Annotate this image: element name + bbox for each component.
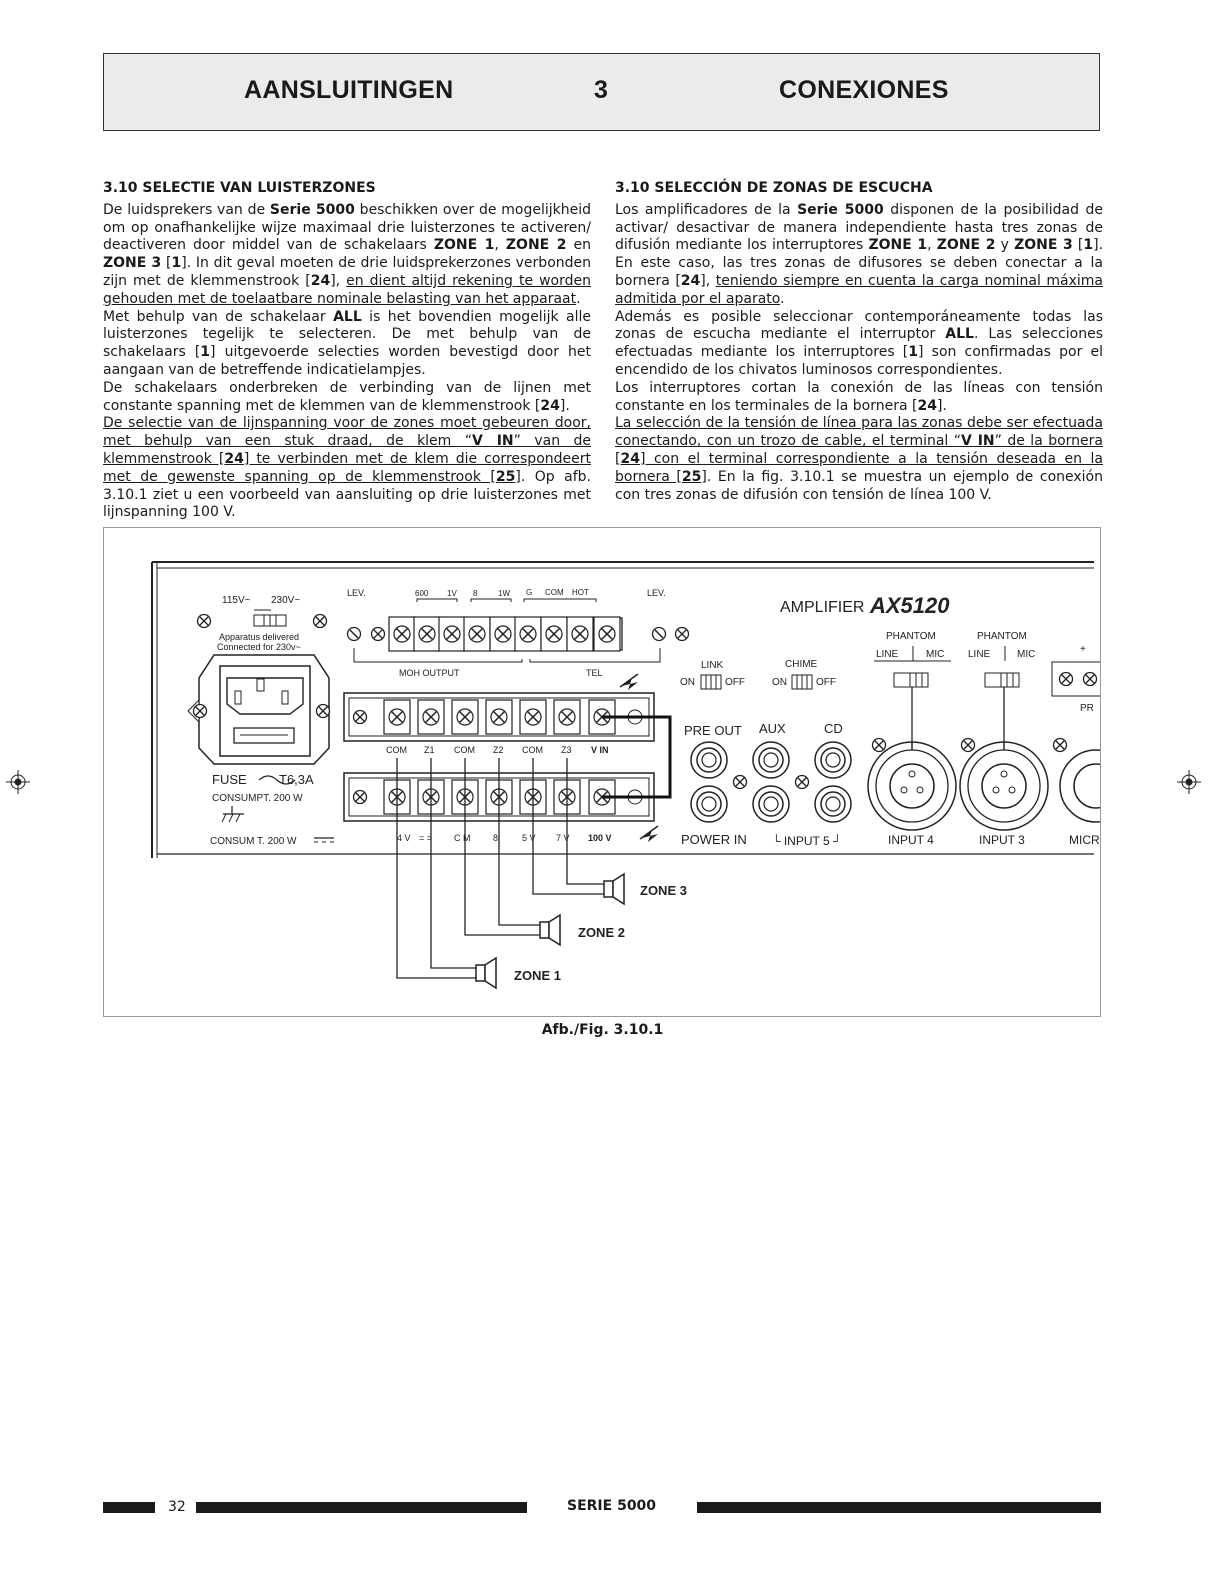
page-number: 32 [168, 1499, 186, 1515]
svg-text:T6,3A: T6,3A [279, 772, 314, 787]
svg-text:MICR: MICR [1069, 833, 1100, 847]
zone3-speaker [604, 874, 687, 904]
svg-text:COM: COM [522, 745, 543, 755]
spanish-column [615, 180, 1103, 504]
zone1-speaker [476, 958, 561, 988]
svg-text:CHIME: CHIME [785, 659, 818, 670]
svg-text:COM: COM [386, 745, 407, 755]
svg-text:INPUT 4: INPUT 4 [888, 833, 934, 847]
paragraph: Met behulp van de schakelaar ALL is het bovendien mogelijk alle luisterzones tegelijk te selecteren. De met behulp van de schakelaars [1] uitgevoerde selecties worden bevestigd door het aangaan van de betreffende indicatielampjes. [103, 308, 591, 378]
right-edge-connector [1052, 644, 1101, 714]
svg-text:POWER IN: POWER IN [681, 832, 747, 847]
phantom-switch-input3 [968, 631, 1035, 746]
svg-text:ZONE 3: ZONE 3 [640, 883, 687, 898]
svg-text:COM: COM [545, 588, 564, 597]
footer-bar [697, 1502, 1101, 1513]
svg-text:ZONE 2: ZONE 2 [578, 925, 625, 940]
amplifier-label [780, 593, 950, 618]
svg-text:C M: C M [454, 833, 471, 843]
svg-text:└ INPUT 5 ┘: └ INPUT 5 ┘ [772, 834, 842, 848]
moh-tel-terminals [347, 588, 689, 690]
svg-text:PR: PR [1080, 703, 1094, 714]
svg-text:AX5120: AX5120 [870, 593, 950, 618]
chapter-number: 3 [594, 76, 609, 104]
svg-text:LINK: LINK [701, 660, 724, 671]
registration-mark-right [1177, 770, 1201, 794]
rca-inputs [681, 721, 851, 848]
svg-text:PHANTOM: PHANTOM [886, 631, 936, 642]
svg-text:MIC: MIC [1017, 649, 1036, 660]
svg-text:5 V: 5 V [522, 833, 536, 843]
header-title-spanish: CONEXIONES [779, 76, 949, 104]
svg-text:V IN: V IN [591, 745, 609, 755]
svg-text:CD: CD [824, 721, 843, 736]
svg-text:1V: 1V [447, 589, 457, 598]
series-label: SERIE 5000 [567, 1498, 657, 1514]
svg-text:G: G [526, 588, 533, 597]
svg-text:115V~: 115V~ [222, 595, 251, 606]
svg-text:1W: 1W [498, 589, 510, 598]
svg-text:ON: ON [772, 677, 787, 688]
svg-text:OFF: OFF [816, 677, 836, 688]
zone-terminal-strip [344, 693, 654, 755]
zone2-speaker [540, 915, 625, 945]
svg-text:100 V: 100 V [588, 833, 612, 843]
svg-text:PRE OUT: PRE OUT [684, 723, 742, 738]
svg-text:Z1: Z1 [424, 745, 435, 755]
svg-text:HOT: HOT [572, 588, 589, 597]
section-header [103, 53, 1100, 131]
xlr-inputs [868, 739, 1101, 848]
svg-text:Connected for 230v~: Connected for 230v~ [217, 642, 301, 652]
svg-text:MIC: MIC [926, 649, 945, 660]
svg-text:8: 8 [473, 589, 478, 598]
svg-text:Z3: Z3 [561, 745, 572, 755]
figure-caption: Afb./Fig. 3.10.1 [541, 1022, 664, 1038]
svg-text:MOH OUTPUT: MOH OUTPUT [399, 668, 460, 678]
svg-text:7 V: 7 V [556, 833, 570, 843]
paragraph: De selectie van de lijnspanning voor de zones moet gebeuren door, met behulp van een stuk draad, de klem “V IN” van de klemmenstrook [24] te verbinden met de klem die correspondeert met de gewenste spanning op de klemmenstrook [25]. Op afb. 3.10.1 ziet u een voorbeeld van aansluiting op drie luisterzones met lijnspanning 100 V. [103, 415, 592, 521]
svg-text:ON: ON [680, 677, 695, 688]
paragraph: La selección de la tensión de línea para las zonas debe ser efectuada conectando, con un trozo de cable, el terminal “V IN” de la bornera [24] con el terminal correspondiente a la tensión deseada en la bornera [25]. En la fig. 3.10.1 se muestra un ejemplo de conexión con tres zonas de difusión con tensión de línea 100 V. [615, 415, 1103, 503]
svg-text:230V~: 230V~ [271, 595, 301, 606]
power-section [188, 595, 334, 847]
svg-text:Z2: Z2 [493, 745, 504, 755]
header-title-dutch: AANSLUITINGEN [244, 76, 454, 104]
paragraph: De schakelaars onderbreken de verbinding van de lijnen met constante spanning met de klemmen van de klemmenstrook [24]. [103, 379, 591, 414]
paragraph: Los amplificadores de la Serie 5000 disponen de la posibilidad de activar/ desactivar de manera independiente hasta tres zonas de difusión mediante los interruptores ZONE 1, ZONE 2 y ZONE 3 [1]. En este caso, las tres zonas de difusores se deben conectar a la bornera [24], teniendo siempre en cuenta la carga nominal máxima admitida por el aparato. [615, 201, 1104, 307]
section-heading-spanish: 3.10 SELECCIÓN DE ZONAS DE ESCUCHA [615, 180, 933, 196]
svg-text:ZONE 1: ZONE 1 [514, 968, 561, 983]
svg-text:COM: COM [454, 745, 475, 755]
wiring-diagram [103, 527, 1101, 1017]
svg-text:8: 8 [493, 833, 499, 843]
svg-text:TEL: TEL [586, 668, 603, 678]
svg-text:LEV.: LEV. [647, 588, 666, 598]
phantom-switch-input4 [874, 631, 951, 746]
svg-text:AUX: AUX [759, 721, 786, 736]
svg-text:+: + [1080, 644, 1086, 655]
svg-text:OFF: OFF [725, 677, 745, 688]
paragraph: Los interruptores cortan la conexión de las líneas con tensión constante en los terminales de la bornera [24]. [615, 379, 1103, 414]
svg-text:4 V: 4 V [397, 833, 411, 843]
dutch-column [103, 180, 591, 522]
svg-text:= =: = = [419, 833, 433, 843]
svg-text:600: 600 [415, 589, 429, 598]
svg-text:LEV.: LEV. [347, 588, 366, 598]
svg-text:Apparatus delivered: Apparatus delivered [219, 632, 300, 642]
section-heading-dutch: 3.10 SELECTIE VAN LUISTERZONES [103, 180, 376, 196]
paragraph: De luidsprekers van de Serie 5000 beschikken over de mogelijkheid om op onafhankelijke wijze maximaal drie luisterzones te activeren/ deactiveren door middel van de schakelaars ZONE 1, ZONE 2 en ZONE 3 [1]. In dit geval moeten de drie luidsprekerzones verbonden zijn met de klemmenstrook [24], en dient altijd rekening te worden gehouden met de toelaatbare nominale belasting van het apparaat. [103, 201, 592, 307]
svg-text:FUSE: FUSE [212, 772, 247, 787]
svg-text:LINE: LINE [968, 649, 991, 660]
voltage-terminal-strip [344, 773, 658, 843]
svg-text:AMPLIFIER: AMPLIFIER [780, 599, 865, 616]
paragraph: Además es posible seleccionar contemporáneamente todas las zonas de escucha mediante el interruptor ALL. Las selecciones efectuadas mediante los interruptores [1] son confirmadas por el encendido de los chivatos luminosos correspondientes. [615, 308, 1103, 378]
link-chime-switches [680, 659, 836, 689]
svg-text:INPUT 3: INPUT 3 [979, 833, 1025, 847]
registration-mark-left [6, 770, 30, 794]
svg-text:PHANTOM: PHANTOM [977, 631, 1027, 642]
svg-text:CONSUMPT. 200 W: CONSUMPT. 200 W [212, 793, 303, 804]
svg-text:CONSUM T. 200 W: CONSUM T. 200 W [210, 836, 297, 847]
svg-text:LINE: LINE [876, 649, 899, 660]
footer-bar [196, 1502, 527, 1513]
footer-bar [103, 1502, 155, 1513]
